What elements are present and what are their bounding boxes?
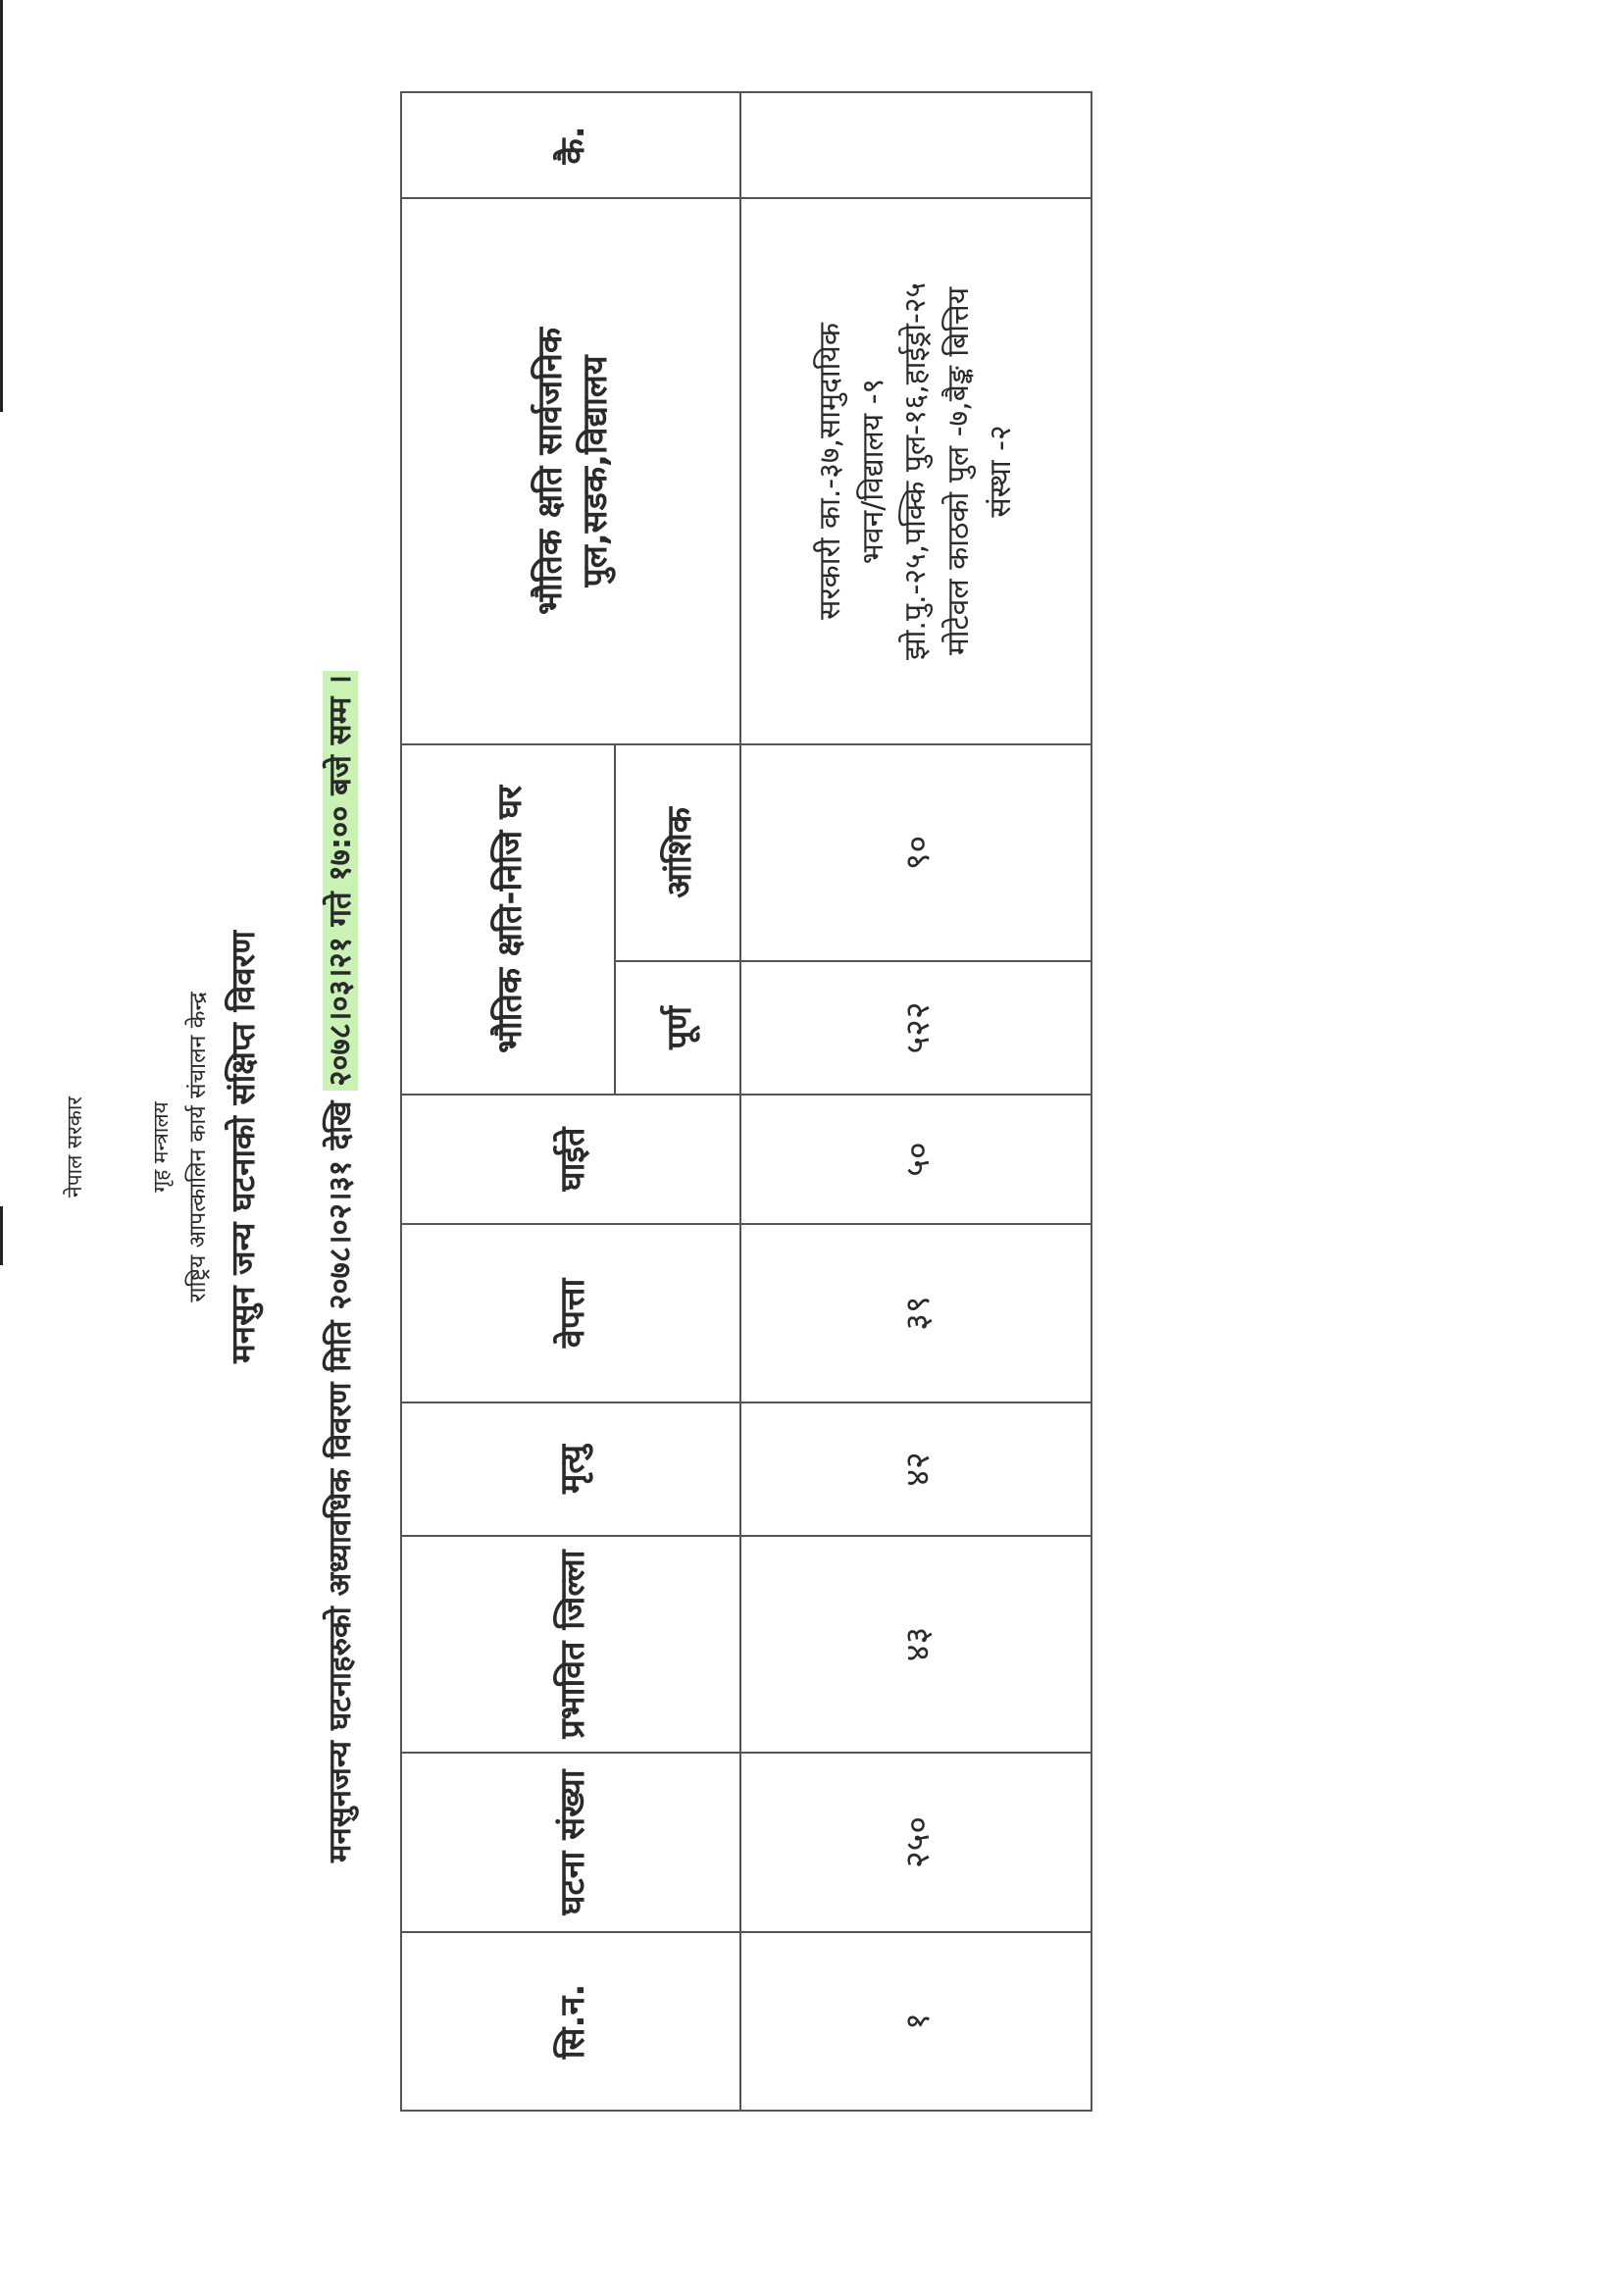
cell-sn: १ — [740, 1932, 1091, 2111]
public-damage-line: मोटेवल काठको पुल -७,बैङ्क बित्तिय — [940, 286, 976, 656]
subtitle-suffix: गते — [323, 892, 358, 927]
cell-deaths: ४२ — [740, 1402, 1091, 1536]
cell-public-damage — [740, 198, 1091, 744]
cell-full: ५२२ — [740, 961, 1091, 1095]
cell-districts: ४३ — [740, 1536, 1091, 1753]
table-row — [740, 92, 1091, 2111]
header-districts: प्रभावित जिल्ला — [401, 1536, 740, 1753]
date-to: २०७८।०३।२१ — [323, 937, 358, 1087]
header-missing: वेपत्ता — [401, 1224, 740, 1402]
public-damage-line: झो.पु.-२५,पक्कि पुल-१६,हाईड्रो-२५ — [898, 281, 934, 661]
header-deaths: मृत्यु — [401, 1402, 740, 1536]
cell-partial: ९० — [740, 744, 1091, 961]
center-name: राष्ट्रिय आपत्कालिन कार्य संचालन केन्द्र — [185, 992, 211, 1302]
government-name: नेपाल सरकार — [63, 1096, 86, 1198]
date-to-highlight — [323, 671, 358, 1091]
header-public-damage: भौतिक क्षति सार्वजनिक पुल,सडक,विद्यालय — [401, 198, 740, 744]
subtitle-prefix: मनसुनजन्य घटनाहरुको अध्यावधिक विवरण मिति — [323, 1320, 358, 1862]
header-remarks: कै. — [401, 92, 740, 198]
ministry-name: गृह मन्त्रालय — [149, 1101, 173, 1193]
header-sn: सि.न. — [401, 1932, 740, 2111]
report-subtitle — [319, 244, 360, 1862]
header-private-house: भौतिक क्षति-निजि घर — [401, 744, 615, 1095]
public-damage-line: भवन/विद्यालय -९ — [855, 378, 890, 565]
header-row-1 — [401, 92, 615, 2111]
scan-edge-mark — [0, 0, 3, 412]
monsoon-summary-table — [400, 91, 1092, 2112]
cell-missing: ३९ — [740, 1224, 1091, 1402]
header-partial: आंशिक — [615, 744, 740, 961]
header-full: पूर्ण — [615, 961, 740, 1095]
cell-incidents: २५० — [740, 1753, 1091, 1932]
page-title: मनसुन जन्य घटनाको संक्षिप्त विवरण — [224, 931, 262, 1363]
subtitle-middle: देखि — [323, 1100, 358, 1150]
cell-remarks — [740, 92, 1091, 198]
scan-edge-mark — [0, 1206, 3, 1265]
time-until: १७:०० बजे सम्म । — [323, 675, 358, 882]
header-injured: घाईते — [401, 1095, 740, 1224]
public-damage-line: संस्था -२ — [984, 425, 1019, 518]
cell-injured: ५० — [740, 1095, 1091, 1224]
public-damage-line: सरकारी का.-३७,सामुदायिक — [813, 323, 848, 620]
header-incidents: घटना संख्या — [401, 1753, 740, 1932]
date-from: २०७८।०२।३१ — [323, 1160, 358, 1310]
